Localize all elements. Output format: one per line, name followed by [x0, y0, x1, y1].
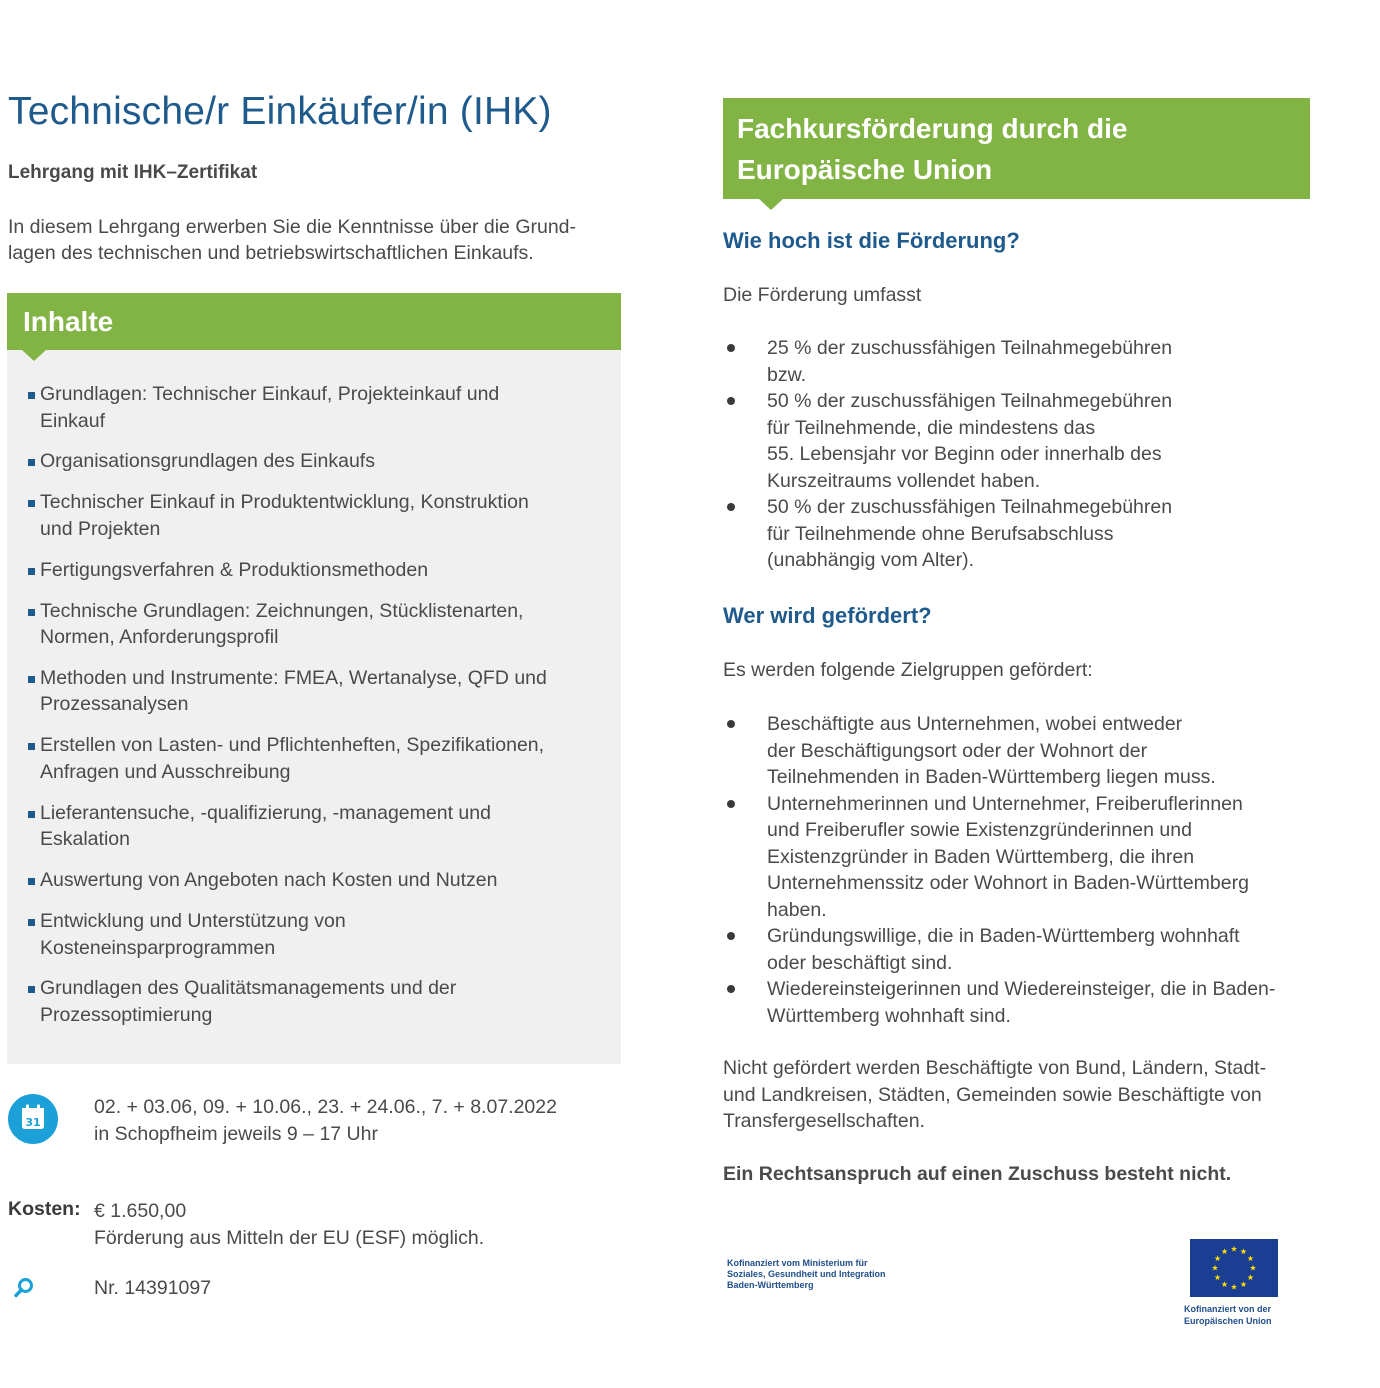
list-item-line: der Beschäftigungsort oder der Wohnort der: [767, 739, 1148, 762]
eu-star-icon: [1240, 1248, 1246, 1254]
list-item-line: bzw.: [767, 363, 807, 386]
eu-star-icon: [1247, 1274, 1253, 1280]
eu-star-icon: [1231, 1246, 1237, 1252]
course-dates: [94, 1094, 557, 1147]
list-item-line: Fertigungsverfahren & Produktionsmethoden: [40, 558, 429, 581]
inhalte-list-item: [27, 598, 597, 651]
dates-line: 02. + 03.06, 09. + 10.06., 23. + 24.06., 7. + 8.07.2022: [94, 1096, 557, 1118]
cost-price: € 1.650,00: [94, 1200, 187, 1222]
list-item-line: Technischer Einkauf in Produktentwicklung, Konstruktion: [40, 491, 529, 514]
list-item-line: Kurszeitraums vollendet haben.: [767, 469, 1041, 492]
course-number: Nr. 14391097: [94, 1277, 212, 1299]
list-item-line: haben.: [767, 898, 827, 921]
inhalte-list-item: [27, 867, 597, 894]
cost-label: Kosten:: [8, 1198, 81, 1220]
not-funded-line: Transfergesellschaften.: [723, 1110, 925, 1132]
bullet-list-item: [723, 923, 1313, 976]
eu-flag-logo: [1190, 1239, 1278, 1297]
list-item-line: für Teilnehmende ohne Berufsabschluss: [767, 522, 1114, 545]
eu-star-icon: [1221, 1281, 1227, 1287]
not-funded-line: Nicht gefördert werden Beschäftigte von Bund, Ländern, Stadt-: [723, 1057, 1267, 1079]
list-item-line: Teilnehmenden in Baden-Württemberg liegen muss.: [767, 766, 1216, 788]
calendar-day-number: 31: [25, 1116, 41, 1129]
eu-funding-heading: [723, 98, 1310, 199]
calendar-icon: [8, 1094, 58, 1144]
list-item-line: Anfragen und Ausschreibung: [40, 760, 291, 783]
ministry-logo: [727, 1258, 886, 1291]
eu-heading-line: Fachkursförderung durch die: [737, 113, 1128, 144]
list-item-line: Grundlagen: Technischer Einkauf, Projekteinkauf und: [40, 383, 500, 405]
list-item-line: Kosteneinsparprogrammen: [40, 936, 276, 959]
list-item-line: (unabhängig vom Alter).: [767, 549, 975, 571]
list-item-line: 25 % der zuschussfähigen Teilnahmegebühren: [767, 337, 1173, 359]
location-line: in Schopfheim jeweils 9 – 17 Uhr: [94, 1122, 378, 1145]
eu-heading-line: Europäische Union: [737, 154, 993, 185]
ministry-logo-line: Soziales, Gesundheit und Integration: [727, 1269, 886, 1279]
ministry-logo-line: Kofinanziert vom Ministerium für: [727, 1258, 868, 1268]
heading-pointer-icon: [759, 199, 783, 210]
funding-amount-list: [723, 335, 1313, 574]
list-item-line: Technische Grundlagen: Zeichnungen, Stücklistenarten,: [40, 599, 524, 622]
list-item-line: Prozessoptimierung: [40, 1003, 213, 1026]
list-item-line: Normen, Anforderungsprofil: [40, 626, 279, 649]
target-groups-list: [723, 711, 1313, 1029]
funding-intro: Die Förderung umfasst: [723, 284, 922, 306]
inhalte-heading: Inhalte: [7, 293, 621, 350]
inhalte-list-item: [27, 448, 597, 475]
list-item-line: Existenzgründer in Baden Württemberg, die ihren: [767, 845, 1195, 868]
list-item-line: Prozessanalysen: [40, 693, 189, 716]
not-funded-line: und Landkreisen, Städten, Gemeinden sowie Beschäftigte von: [723, 1083, 1262, 1106]
list-item-line: Methoden und Instrumente: FMEA, Wertanalyse, QFD und: [40, 666, 547, 689]
bullet-list-item: [723, 335, 1313, 388]
list-item-line: Beschäftigte aus Unternehmen, wobei entweder: [767, 713, 1183, 735]
list-item-line: Wiedereinsteigerinnen und Wiedereinsteiger, die in Baden-: [767, 978, 1276, 1000]
inhalte-list-item: [27, 908, 597, 961]
list-item-line: Grundlagen des Qualitätsmanagements und der: [40, 977, 457, 1000]
inhalte-list-item: [27, 665, 597, 718]
list-item-line: Württemberg wohnhaft sind.: [767, 1004, 1011, 1027]
subtitle: Lehrgang mit IHK–Zertifikat: [8, 162, 258, 183]
list-item-line: Lieferantensuche, -qualifizierung, -management und: [40, 801, 491, 824]
inhalte-list: [27, 381, 597, 1043]
eu-star-icon: [1215, 1274, 1221, 1280]
eu-star-icon: [1215, 1255, 1221, 1261]
inhalte-list-item: [27, 732, 597, 785]
list-item-line: Auswertung von Angeboten nach Kosten und Nutzen: [40, 869, 498, 892]
list-item-line: für Teilnehmende, die mindestens das: [767, 416, 1096, 439]
eu-star-icon: [1221, 1248, 1227, 1254]
bullet-list-item: [723, 976, 1313, 1029]
list-item-line: Unternehmenssitz oder Wohnort in Baden-Württemberg: [767, 872, 1249, 894]
target-groups-intro: Es werden folgende Zielgruppen gefördert:: [723, 659, 1093, 681]
no-legal-claim-text: Ein Rechtsanspruch auf einen Zuschuss besteht nicht.: [723, 1163, 1232, 1185]
list-item-line: und Projekten: [40, 517, 161, 540]
list-item-line: 50 % der zuschussfähigen Teilnahmegebühren: [767, 390, 1173, 412]
not-funded-text: [723, 1055, 1323, 1135]
list-item-line: Erstellen von Lasten- und Pflichtenheften, Spezifikationen,: [40, 734, 545, 757]
ministry-logo-line: Baden-Württemberg: [727, 1280, 814, 1290]
question-funding-amount: Wie hoch ist die Förderung?: [723, 228, 1020, 253]
list-item-line: und Freiberufler sowie Existenzgründerinnen und: [767, 819, 1192, 841]
inhalte-list-item: [27, 381, 597, 434]
eu-star-icon: [1247, 1255, 1253, 1261]
bullet-list-item: [723, 711, 1313, 791]
bullet-list-item: [723, 494, 1313, 574]
intro-text: [8, 214, 608, 266]
eu-star-icon: [1250, 1265, 1256, 1271]
list-item-line: oder beschäftigt sind.: [767, 951, 953, 974]
inhalte-list-item: [27, 975, 597, 1028]
inhalte-list-item: [27, 557, 597, 584]
cost-details: [94, 1198, 484, 1251]
inhalte-list-item: [27, 800, 597, 853]
eu-star-icon: [1240, 1281, 1246, 1287]
list-item-line: Unternehmerinnen und Unternehmer, Freiberuflerinnen: [767, 792, 1243, 815]
list-item-line: Einkauf: [40, 409, 106, 432]
bullet-list-item: [723, 388, 1313, 494]
inhalte-list-item: [27, 489, 597, 542]
list-item-line: 55. Lebensjahr vor Beginn oder innerhalb des: [767, 443, 1162, 465]
eu-star-icon: [1212, 1265, 1218, 1271]
intro-line: In diesem Lehrgang erwerben Sie die Kenntnisse über die Grund-: [8, 216, 577, 238]
eu-logo-caption: [1184, 1304, 1272, 1327]
cost-note: Förderung aus Mitteln der EU (ESF) möglich.: [94, 1226, 485, 1249]
question-who-funded: Wer wird gefördert?: [723, 603, 932, 628]
eu-caption-line: Europäischen Union: [1184, 1315, 1272, 1326]
page-title: Technische/r Einkäufer/in (IHK): [8, 90, 552, 133]
intro-line: lagen des technischen und betriebswirtschaftlichen Einkaufs.: [8, 242, 534, 264]
search-icon: [12, 1276, 36, 1300]
list-item-line: Gründungswillige, die in Baden-Württemberg wohnhaft: [767, 925, 1240, 947]
eu-caption-line: Kofinanziert von der: [1184, 1304, 1272, 1314]
eu-star-icon: [1231, 1284, 1237, 1290]
list-item-line: Eskalation: [40, 828, 130, 851]
list-item-line: Entwicklung und Unterstützung von: [40, 910, 346, 933]
list-item-line: Organisationsgrundlagen des Einkaufs: [40, 450, 375, 473]
heading-pointer-icon: [22, 350, 46, 361]
bullet-list-item: [723, 791, 1313, 924]
list-item-line: 50 % der zuschussfähigen Teilnahmegebühren: [767, 496, 1173, 518]
